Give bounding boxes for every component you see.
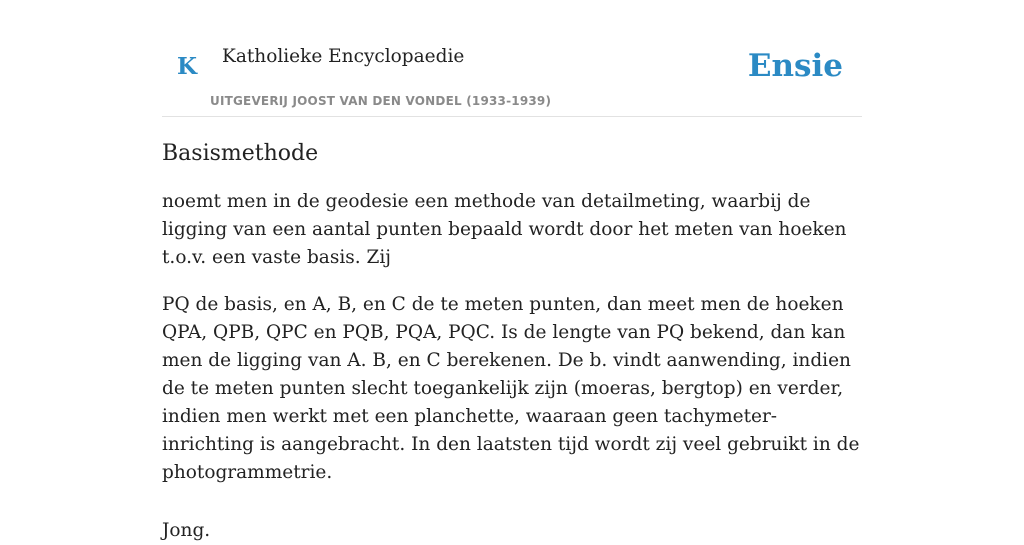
article-author: Jong. xyxy=(162,520,211,541)
article-paragraph: noemt men in de geodesie een methode van detailmeting, waarbij de ligging van een aantal punten bepaald wordt door het meten van hoeken t.o.v. een vaste basis. Zij xyxy=(162,191,847,268)
article-paragraph: PQ de basis, en A, B, en C de te meten punten, dan meet men de hoeken QPA, QPB, QPC en PQB, PQA, PQC. Is de lengte van PQ bekend, dan kan men de ligging van A. B, en C berekenen. De b. vindt aanwending, indien de te meten punten slecht toegankelijk zijn (moeras, bergtop) en verder, indien men werkt met een planchette, waaraan geen tachymeter-inrichting is aangebracht. In den laatsten tijd wordt zij veel gebruikt in de photogrammetrie. xyxy=(162,294,860,483)
brand-logo[interactable]: Ensie xyxy=(747,48,843,84)
article-title: Basismethode xyxy=(162,141,319,166)
article xyxy=(162,138,867,545)
publisher-subtitle: UITGEVERIJ JOOST VAN DEN VONDEL (1933-1939) xyxy=(210,94,552,108)
site-logo[interactable]: K xyxy=(177,53,197,80)
site-title[interactable]: Katholieke Encyclopaedie xyxy=(222,46,465,67)
site-header xyxy=(162,0,862,117)
